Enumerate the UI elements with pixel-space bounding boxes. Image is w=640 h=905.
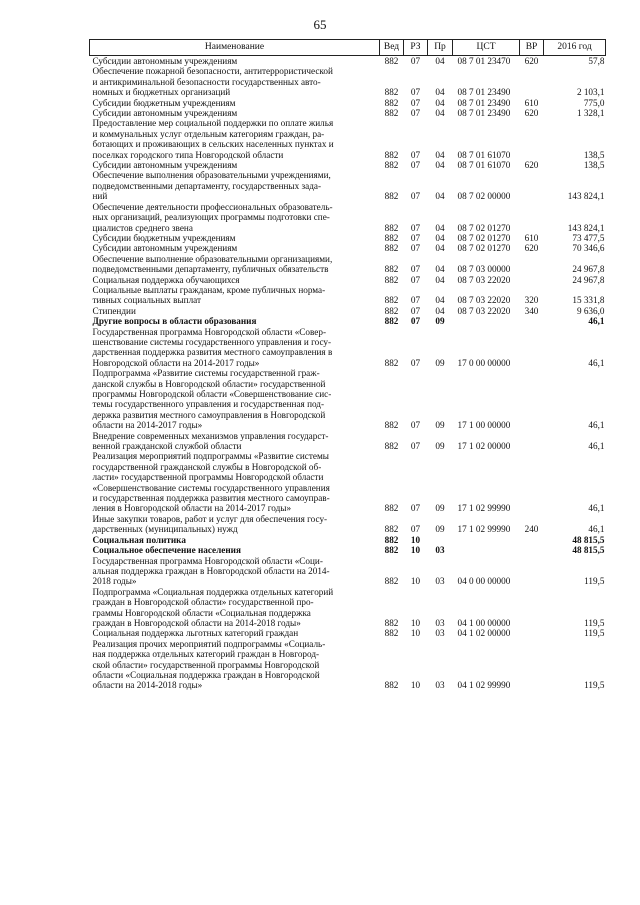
- row-name-line: Предоставление мер социальной поддержки по оплате жилья: [92, 118, 334, 129]
- row-vr: 610: [524, 232, 539, 243]
- row-name: [90, 431, 380, 452]
- row-name: [90, 327, 380, 369]
- table-row: [90, 118, 606, 160]
- row-name: [90, 316, 380, 326]
- row-vr: [520, 170, 544, 201]
- table-row: [90, 639, 606, 691]
- table-row: [90, 254, 606, 275]
- row-name-line: Субсидии автономным учреждениям: [92, 56, 238, 66]
- row-rz: 10: [410, 534, 421, 545]
- row-rz: 10: [410, 680, 421, 691]
- column-header-rz: РЗ: [404, 40, 428, 56]
- column-header-vr: ВР: [520, 40, 544, 56]
- row-vr: [520, 556, 544, 587]
- column-header-year: 2016 год: [544, 40, 606, 56]
- row-ved: 882: [384, 232, 399, 243]
- row-rz: 07: [410, 191, 421, 202]
- row-cst: 04 1 02 99990: [457, 680, 511, 691]
- row-ved: 882: [384, 243, 399, 254]
- row-name-line: ний: [92, 191, 108, 202]
- row-name-line: Внедрение современных механизмов управления государст-: [92, 430, 329, 441]
- row-name-line: Социальное обеспечение населения: [92, 545, 241, 556]
- row-pr: 03: [435, 628, 445, 639]
- row-pr: 09: [435, 441, 445, 452]
- row-pr: 04: [435, 232, 445, 243]
- row-name-line: данской службы в Новгородской области» государственной: [92, 378, 326, 389]
- page-number: 65: [313, 17, 327, 32]
- row-name: [90, 160, 380, 170]
- row-name-line: темы государственного управления и государственная под-: [92, 399, 325, 410]
- row-vr: 620: [524, 160, 539, 171]
- row-ved: 882: [384, 680, 399, 691]
- table-row: [90, 160, 606, 170]
- row-name-line: Обеспечение выполнение образовательными организациями,: [92, 253, 333, 264]
- row-name-line: циалистов среднего звена: [92, 222, 193, 233]
- row-name-line: Социальная политика: [92, 534, 186, 545]
- row-name-line: Стипендии: [92, 305, 136, 316]
- row-rz: 10: [410, 545, 421, 556]
- row-name-line: поселках городского типа Новгородской области: [92, 149, 284, 160]
- row-name-line: венной гражданской службой области: [92, 441, 242, 452]
- row-vr: [520, 327, 544, 369]
- row-name: [90, 56, 380, 67]
- row-pr: 09: [435, 524, 445, 535]
- row-name-line: ской области» государственной программы Новгородской: [92, 659, 320, 670]
- row-name-line: 2018 годы»: [92, 576, 137, 587]
- row-name-line: области на 2014-2017 годы»: [92, 420, 203, 431]
- row-name-line: Подпрограмма «Развитие системы государственной граж-: [92, 368, 320, 379]
- row-name: [90, 514, 380, 535]
- row-rz: 07: [410, 243, 421, 254]
- row-amount: 119,5: [584, 680, 605, 691]
- row-name-line: Субсидии автономным учреждениям: [92, 243, 238, 254]
- row-name-line: Субсидии бюджетным учреждениям: [92, 232, 236, 243]
- row-name-line: граждан в Новгородской области на 2014-2018 годы»: [92, 617, 301, 628]
- table-row: [90, 545, 606, 555]
- row-rz: 07: [410, 295, 421, 306]
- row-name-line: и антикриминальной безопасности государственных авто-: [92, 76, 321, 87]
- row-name-line: области на 2014-2018 годы»: [92, 680, 203, 691]
- table-row: [90, 431, 606, 452]
- row-ved: 882: [384, 420, 399, 431]
- column-header-cst: ЦСТ: [453, 40, 520, 56]
- row-pr: 04: [435, 97, 445, 108]
- row-cst: 17 1 00 00000: [457, 420, 511, 431]
- row-cst: 04 1 02 00000: [457, 628, 511, 639]
- row-rz: 10: [410, 628, 421, 639]
- row-pr: 04: [435, 149, 445, 160]
- row-vr: [520, 628, 544, 638]
- row-amount: 2 103,1: [576, 87, 605, 98]
- row-name-line: Реализация мероприятий подпрограммы «Развитие системы: [92, 451, 329, 462]
- row-pr: 04: [435, 56, 445, 66]
- row-pr: 09: [435, 420, 445, 431]
- row-name: [90, 275, 380, 285]
- row-cst: [453, 316, 520, 326]
- row-ved: 882: [384, 222, 399, 233]
- row-rz: 07: [410, 87, 421, 98]
- row-ved: 882: [384, 295, 399, 306]
- row-name-line: альная поддержка граждан в Новгородской области на 2014-: [92, 565, 330, 576]
- row-ved: 882: [384, 108, 399, 119]
- row-amount: 48 815,5: [572, 534, 605, 545]
- row-pr: [428, 535, 453, 545]
- row-name-line: «Совершенствование системы государственного управления: [92, 482, 330, 493]
- row-amount: 1 328,1: [576, 108, 605, 119]
- row-name-line: Обеспечение выполнения образовательными учреждениями,: [92, 170, 331, 181]
- row-cst: 08 7 03 22020: [457, 305, 511, 316]
- row-amount: 24 967,8: [572, 264, 605, 275]
- row-name-line: ления в Новгородской области на 2014-2017 годы»: [92, 503, 292, 514]
- row-name-line: граммы Новгородской области «Социальная поддержка: [92, 607, 311, 618]
- row-rz: 07: [410, 97, 421, 108]
- row-rz: 10: [410, 576, 421, 587]
- row-name-line: дарственная поддержка развития местного самоуправления в: [92, 347, 333, 358]
- row-cst: 08 7 01 23470: [457, 56, 511, 66]
- row-vr: [520, 275, 544, 285]
- row-name-line: Субсидии автономным учреждениям: [92, 108, 238, 119]
- row-name-line: Обеспечение деятельности профессиональных образователь-: [92, 201, 333, 212]
- table-row: [90, 514, 606, 535]
- row-name-line: Государственная программа Новгородской области «Соци-: [92, 555, 323, 566]
- row-name-line: номных и бюджетных организаций: [92, 87, 231, 98]
- row-ved: 882: [384, 357, 399, 368]
- row-ved: 882: [384, 274, 399, 285]
- row-pr: 03: [435, 617, 445, 628]
- row-rz: 10: [410, 617, 421, 628]
- row-amount: 775,0: [583, 97, 605, 108]
- row-name-line: ная поддержка отдельных категорий граждан в Новгород-: [92, 649, 320, 660]
- row-rz: 07: [410, 305, 421, 316]
- row-cst: 08 7 02 01270: [457, 243, 511, 254]
- row-rz: 07: [410, 441, 421, 452]
- row-pr: 04: [435, 274, 445, 285]
- row-name-line: государственной гражданской службы в Новгородской об-: [92, 461, 322, 472]
- row-rz: 07: [410, 222, 421, 233]
- row-name: [90, 285, 380, 306]
- row-amount: 46,1: [588, 420, 605, 431]
- row-amount: 57,8: [588, 56, 605, 66]
- row-ved: 882: [384, 160, 399, 171]
- row-vr: [520, 118, 544, 160]
- table-row: [90, 170, 606, 201]
- row-ved: 882: [384, 534, 399, 545]
- row-name-line: Государственная программа Новгородской области «Совер-: [92, 326, 327, 337]
- row-cst: 08 7 01 23490: [457, 87, 511, 98]
- row-ved: 882: [384, 97, 399, 108]
- row-name-line: Реализация прочих мероприятий подпрограммы «Социаль-: [92, 638, 326, 649]
- table-row: [90, 368, 606, 430]
- table-row: [90, 56, 606, 67]
- column-header-name: Наименование: [90, 40, 380, 56]
- row-name-line: ных организаций, реализующих программы подготовки спе-: [92, 212, 330, 223]
- row-pr: 03: [435, 680, 445, 691]
- row-name-line: Другие вопросы в области образования: [92, 316, 257, 327]
- row-name: [90, 368, 380, 430]
- row-name: [90, 306, 380, 316]
- row-name: [90, 118, 380, 160]
- row-cst: 04 0 00 00000: [457, 576, 511, 587]
- row-name-line: Подпрограмма «Социальная поддержка отдельных категорий: [92, 586, 334, 597]
- row-name-line: подведомственными департаменту, государственных зада-: [92, 180, 321, 191]
- row-cst: 08 7 03 00000: [457, 264, 511, 275]
- row-cst: 17 1 02 99990: [457, 503, 511, 514]
- row-name: [90, 451, 380, 513]
- table-row: [90, 628, 606, 638]
- row-amount: 143 824,1: [567, 191, 605, 202]
- row-name-line: Социальная поддержка льготных категорий граждан: [92, 628, 299, 639]
- row-ved: 882: [384, 524, 399, 535]
- row-name-line: дарственных (муниципальных) нужд: [92, 524, 238, 535]
- row-vr: [520, 451, 544, 513]
- row-vr: [520, 66, 544, 97]
- row-ved: 882: [384, 56, 399, 66]
- row-ved: 882: [384, 149, 399, 160]
- row-vr: [520, 316, 544, 326]
- row-pr: 04: [435, 243, 445, 254]
- row-name-line: держка развития местного самоуправления в Новгородской: [92, 409, 326, 420]
- table-row: [90, 108, 606, 118]
- row-pr: 09: [435, 357, 445, 368]
- row-name: [90, 233, 380, 243]
- row-name-line: Субсидии бюджетным учреждениям: [92, 97, 236, 108]
- row-cst: 08 7 02 00000: [457, 191, 511, 202]
- row-name: [90, 535, 380, 545]
- row-cst: 08 7 01 61070: [457, 149, 511, 160]
- row-cst: 04 1 00 00000: [457, 617, 511, 628]
- row-vr: 620: [524, 243, 539, 254]
- row-pr: 09: [435, 503, 445, 514]
- row-ved: 882: [384, 441, 399, 452]
- table-row: [90, 327, 606, 369]
- row-amount: 119,5: [584, 617, 605, 628]
- row-cst: 08 7 03 22020: [457, 295, 511, 306]
- row-amount: 143 824,1: [567, 222, 605, 233]
- row-pr: 04: [435, 87, 445, 98]
- row-vr: 620: [524, 56, 539, 66]
- row-pr: 04: [435, 264, 445, 275]
- row-cst: [453, 535, 520, 545]
- column-header-pr: Пр: [428, 40, 453, 56]
- row-name-line: ласти» государственной программы Новгородской области: [92, 472, 324, 483]
- row-name-line: и государственная поддержка развития местного самоуправ-: [92, 493, 330, 504]
- row-name: [90, 545, 380, 555]
- row-pr: 04: [435, 305, 445, 316]
- row-name-line: области «Социальная поддержка граждан в Новгородской: [92, 669, 320, 680]
- row-name-line: Иные закупки товаров, работ и услуг для обеспечения госу-: [92, 513, 328, 524]
- row-vr: [520, 545, 544, 555]
- row-name: [90, 243, 380, 253]
- row-name: [90, 639, 380, 691]
- row-cst: 08 7 02 01270: [457, 232, 511, 243]
- row-vr: 620: [524, 108, 539, 119]
- row-name: [90, 98, 380, 108]
- row-pr: 03: [435, 545, 445, 556]
- row-amount: 24 967,8: [572, 274, 605, 285]
- row-pr: 04: [435, 295, 445, 306]
- table-row: [90, 556, 606, 587]
- row-ved: 882: [384, 191, 399, 202]
- row-vr: [520, 368, 544, 430]
- table-row: [90, 98, 606, 108]
- row-name-line: программы Новгородской области «Совершенствование сис-: [92, 389, 332, 399]
- row-ved: 882: [384, 87, 399, 98]
- row-name-line: Социальные выплаты гражданам, кроме публичных норма-: [92, 284, 326, 295]
- row-pr: 04: [435, 222, 445, 233]
- row-ved: 882: [384, 628, 399, 639]
- table-row: [90, 535, 606, 545]
- row-rz: 07: [410, 357, 421, 368]
- row-name-line: подведомственными департаменту, публичных обязательств: [92, 264, 329, 275]
- row-amount: 46,1: [588, 524, 605, 535]
- table-body: [90, 56, 606, 691]
- row-pr: 03: [435, 576, 445, 587]
- table-row: [90, 587, 606, 629]
- row-name-line: и коммунальных услуг отдельным категориям граждан, ра-: [92, 128, 325, 139]
- table-row: [90, 451, 606, 513]
- row-vr: [520, 535, 544, 545]
- row-name-line: ботающих и проживающих в сельских населенных пунктах и: [92, 139, 334, 150]
- row-rz: 07: [410, 524, 421, 535]
- row-rz: 07: [410, 274, 421, 285]
- row-cst: 08 7 01 23490: [457, 97, 511, 108]
- row-amount: 73 477,5: [572, 232, 605, 243]
- row-rz: 07: [410, 149, 421, 160]
- row-name: [90, 202, 380, 233]
- table-row: [90, 66, 606, 97]
- row-cst: [453, 545, 520, 555]
- row-rz: 07: [410, 160, 421, 171]
- row-name: [90, 66, 380, 97]
- table-row: [90, 306, 606, 316]
- row-vr: [520, 202, 544, 233]
- row-name: [90, 587, 380, 629]
- table-row: [90, 202, 606, 233]
- row-rz: 07: [410, 316, 421, 327]
- table-row: [90, 243, 606, 253]
- row-ved: 882: [384, 576, 399, 587]
- row-amount: 15 331,8: [572, 295, 605, 306]
- row-cst: 17 0 00 00000: [457, 357, 511, 368]
- row-pr: 09: [435, 316, 445, 327]
- row-amount: 70 346,6: [572, 243, 605, 254]
- row-name-line: шенствование системы государственного управления и госу-: [92, 336, 332, 347]
- table-row: [90, 233, 606, 243]
- column-header-ved: Вед: [380, 40, 404, 56]
- row-cst: 08 7 02 01270: [457, 222, 511, 233]
- row-pr: 04: [435, 191, 445, 202]
- table-header: [90, 40, 606, 56]
- row-ved: 882: [384, 545, 399, 556]
- row-name: [90, 628, 380, 638]
- row-ved: 882: [384, 264, 399, 275]
- budget-table: [89, 39, 606, 691]
- row-name: [90, 108, 380, 118]
- row-vr: [520, 254, 544, 275]
- row-cst: 17 1 02 00000: [457, 441, 511, 452]
- row-pr: 04: [435, 108, 445, 119]
- row-cst: 08 7 01 23490: [457, 108, 511, 119]
- row-vr: 240: [524, 524, 539, 535]
- table-row: [90, 316, 606, 326]
- row-name-line: тивных социальных выплат: [92, 295, 202, 306]
- row-vr: 610: [524, 97, 539, 108]
- row-rz: 07: [410, 56, 421, 66]
- row-name: [90, 254, 380, 275]
- row-amount: 46,1: [588, 441, 605, 452]
- row-amount: 46,1: [588, 316, 605, 327]
- row-amount: 48 815,5: [572, 545, 605, 556]
- row-name-line: Субсидии автономным учреждениям: [92, 160, 238, 171]
- row-vr: [520, 587, 544, 629]
- row-name-line: Обеспечение пожарной безопасности, антитеррористической: [92, 66, 333, 77]
- row-rz: 07: [410, 264, 421, 275]
- row-vr: 340: [524, 305, 539, 316]
- row-ved: 882: [384, 316, 399, 327]
- row-amount: 138,5: [583, 160, 605, 171]
- row-ved: 882: [384, 503, 399, 514]
- row-name-line: граждан в Новгородской области» государственной про-: [92, 597, 314, 608]
- row-amount: 138,5: [583, 149, 605, 160]
- row-ved: 882: [384, 617, 399, 628]
- row-cst: 08 7 01 61070: [457, 160, 511, 171]
- row-rz: 07: [410, 420, 421, 431]
- table-row: [90, 285, 606, 306]
- row-rz: 07: [410, 503, 421, 514]
- row-cst: 08 7 03 22020: [457, 274, 511, 285]
- row-vr: [520, 431, 544, 452]
- table-row: [90, 275, 606, 285]
- row-vr: [520, 639, 544, 691]
- row-name: [90, 170, 380, 201]
- row-pr: 04: [435, 160, 445, 171]
- row-amount: 46,1: [588, 357, 605, 368]
- row-name-line: Новгородской области на 2014-2017 годы»: [92, 357, 260, 368]
- row-vr: 320: [524, 295, 539, 306]
- row-rz: 07: [410, 232, 421, 243]
- row-name: [90, 556, 380, 587]
- row-amount: 119,5: [584, 576, 605, 587]
- row-ved: 882: [384, 305, 399, 316]
- row-cst: 17 1 02 99990: [457, 524, 511, 535]
- row-rz: 07: [410, 108, 421, 119]
- row-amount: 46,1: [588, 503, 605, 514]
- row-amount: 9 636,0: [576, 305, 605, 316]
- row-name-line: Социальная поддержка обучающихся: [92, 274, 240, 285]
- row-amount: 119,5: [584, 628, 605, 639]
